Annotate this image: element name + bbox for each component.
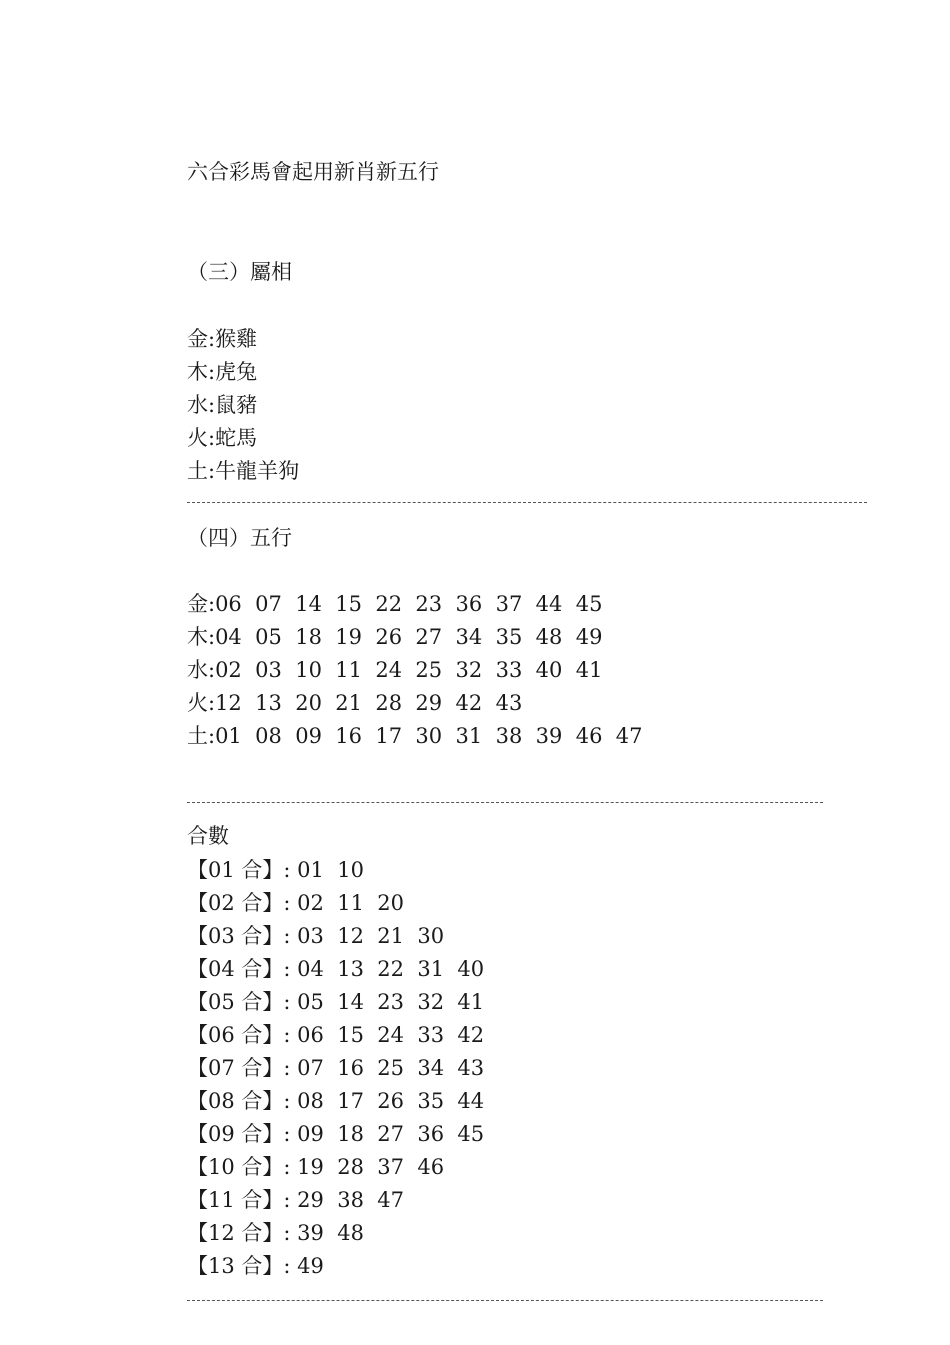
- zodiac-row-earth: 土:牛龍羊狗: [187, 459, 300, 483]
- zodiac-row-metal: 金:猴雞: [187, 327, 258, 351]
- divider-1: [187, 502, 867, 503]
- divider-2: [187, 802, 823, 803]
- sum-row: 【06 合】: 06 15 24 33 42: [187, 1023, 485, 1047]
- sum-row: 【03 合】: 03 12 21 30: [187, 924, 445, 948]
- sum-row: 【08 合】: 08 17 26 35 44: [187, 1089, 485, 1113]
- elements-heading: （四）五行: [187, 526, 292, 550]
- zodiac-row-water: 水:鼠豬: [187, 393, 258, 417]
- elements-row-water: 水:02 03 10 11 24 25 32 33 40 41: [187, 658, 603, 682]
- zodiac-heading: （三）屬相: [187, 260, 292, 284]
- sum-row: 【13 合】: 49: [187, 1254, 324, 1278]
- zodiac-row-wood: 木:虎兔: [187, 360, 258, 384]
- sum-row: 【01 合】: 01 10: [187, 858, 364, 882]
- sum-row: 【05 合】: 05 14 23 32 41: [187, 990, 485, 1014]
- sum-row: 【04 合】: 04 13 22 31 40: [187, 957, 485, 981]
- elements-row-fire: 火:12 13 20 21 28 29 42 43: [187, 691, 523, 715]
- sum-row: 【12 合】: 39 48: [187, 1221, 364, 1245]
- sum-row: 【02 合】: 02 11 20: [187, 891, 405, 915]
- sum-row: 【07 合】: 07 16 25 34 43: [187, 1056, 485, 1080]
- page-title: 六合彩馬會起用新肖新五行: [187, 160, 439, 184]
- elements-row-metal: 金:06 07 14 15 22 23 36 37 44 45: [187, 592, 603, 616]
- zodiac-row-fire: 火:蛇馬: [187, 426, 258, 450]
- sum-row: 【10 合】: 19 28 37 46: [187, 1155, 445, 1179]
- divider-3: [187, 1300, 823, 1301]
- sums-heading: 合數: [187, 824, 229, 848]
- elements-row-wood: 木:04 05 18 19 26 27 34 35 48 49: [187, 625, 603, 649]
- elements-row-earth: 土:01 08 09 16 17 30 31 38 39 46 47: [187, 724, 643, 748]
- sum-row: 【09 合】: 09 18 27 36 45: [187, 1122, 485, 1146]
- sum-row: 【11 合】: 29 38 47: [187, 1188, 405, 1212]
